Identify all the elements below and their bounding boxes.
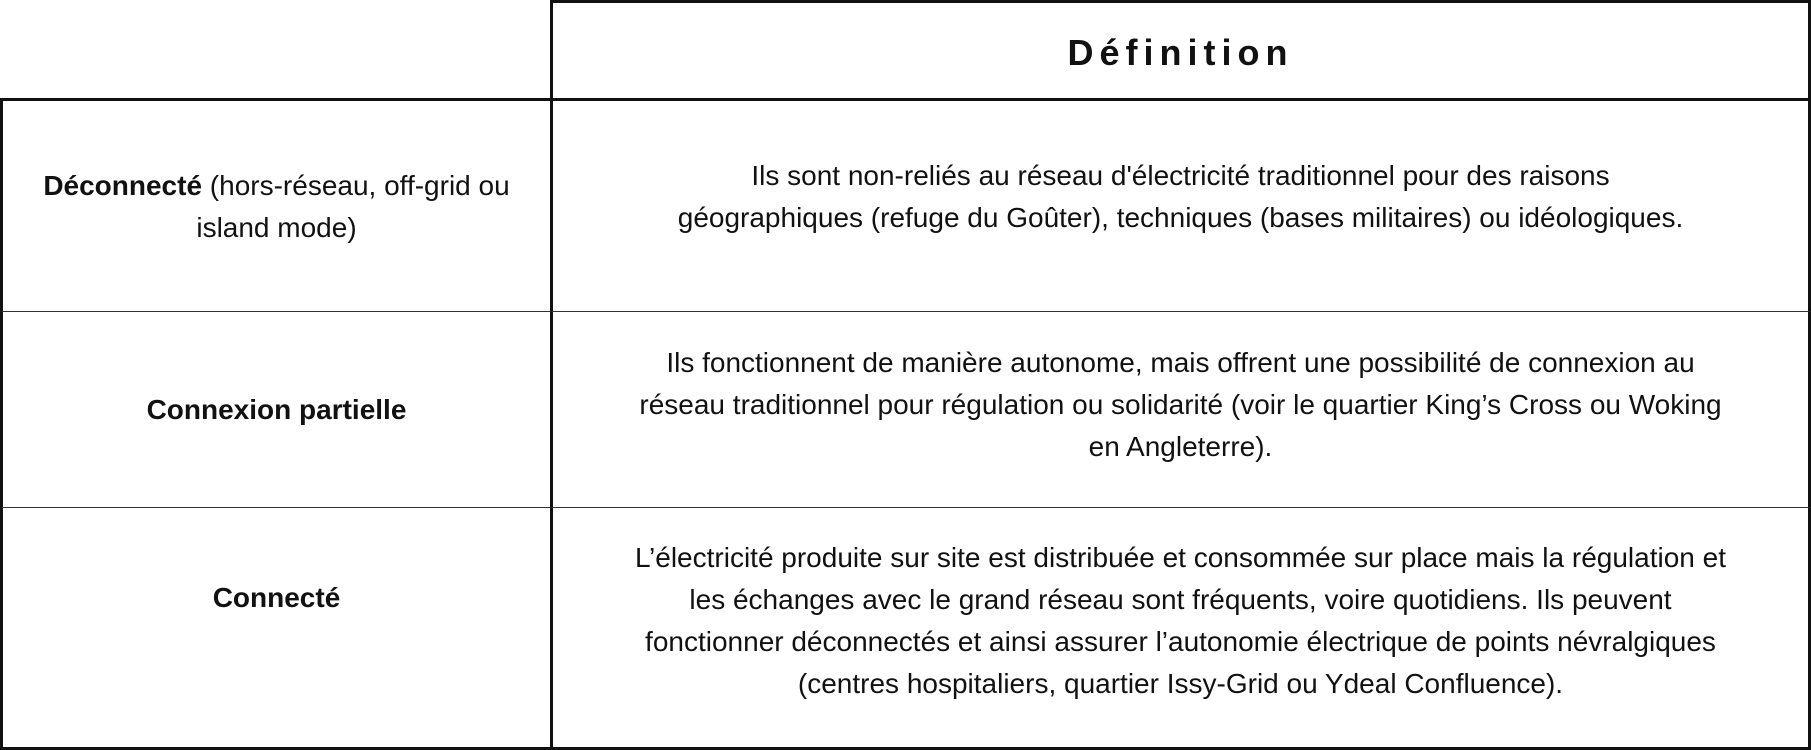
row-definition-cell-disconnected: [550, 98, 1811, 313]
row-label-detail: (hors-réseau, off-grid ou island mode): [196, 170, 510, 243]
row-definition-cell-partial: [550, 311, 1811, 508]
definition-column-header: [550, 0, 1811, 101]
row-definition-cell-connected: [550, 507, 1811, 750]
row-label-bold: Connexion partielle: [146, 394, 407, 425]
row-label-disconnected: [3, 165, 550, 249]
row-label-partial: [107, 389, 447, 431]
row-label-cell-partial: [0, 311, 553, 508]
row-definition-text: L’électricité produite sur site est distribuée et consommée sur place mais la régulation et les échanges avec le grand réseau sont fréquents, voire quotidiens. Ils peuvent fonctionner déconnectés et ainsi assurer l’autonomie électrique de points névralgiques (centres hospitaliers, quartier Issy-Grid ou Ydeal Confluence).: [635, 541, 1726, 699]
row-label-cell-disconnected: [0, 98, 553, 313]
row-label-connected: [173, 577, 381, 619]
row-label-bold: Déconnecté: [43, 170, 203, 201]
row-definition-text: Ils fonctionnent de manière autonome, mais offrent une possibilité de connexion au réseau traditionnel pour régulation ou solidarité (voir le quartier King’s Cross ou Woking en Angleterre).: [639, 347, 1722, 462]
definition-header-text: Définition: [1067, 31, 1294, 73]
row-label-cell-connected: [0, 507, 553, 750]
row-label-bold: Connecté: [212, 581, 341, 613]
row-definition-text: Ils sont non-reliés au réseau d'électricité traditionnel pour des raisons géographiques (refuge du Goûter), techniques (bases militaires) ou idéologiques.: [677, 160, 1684, 233]
